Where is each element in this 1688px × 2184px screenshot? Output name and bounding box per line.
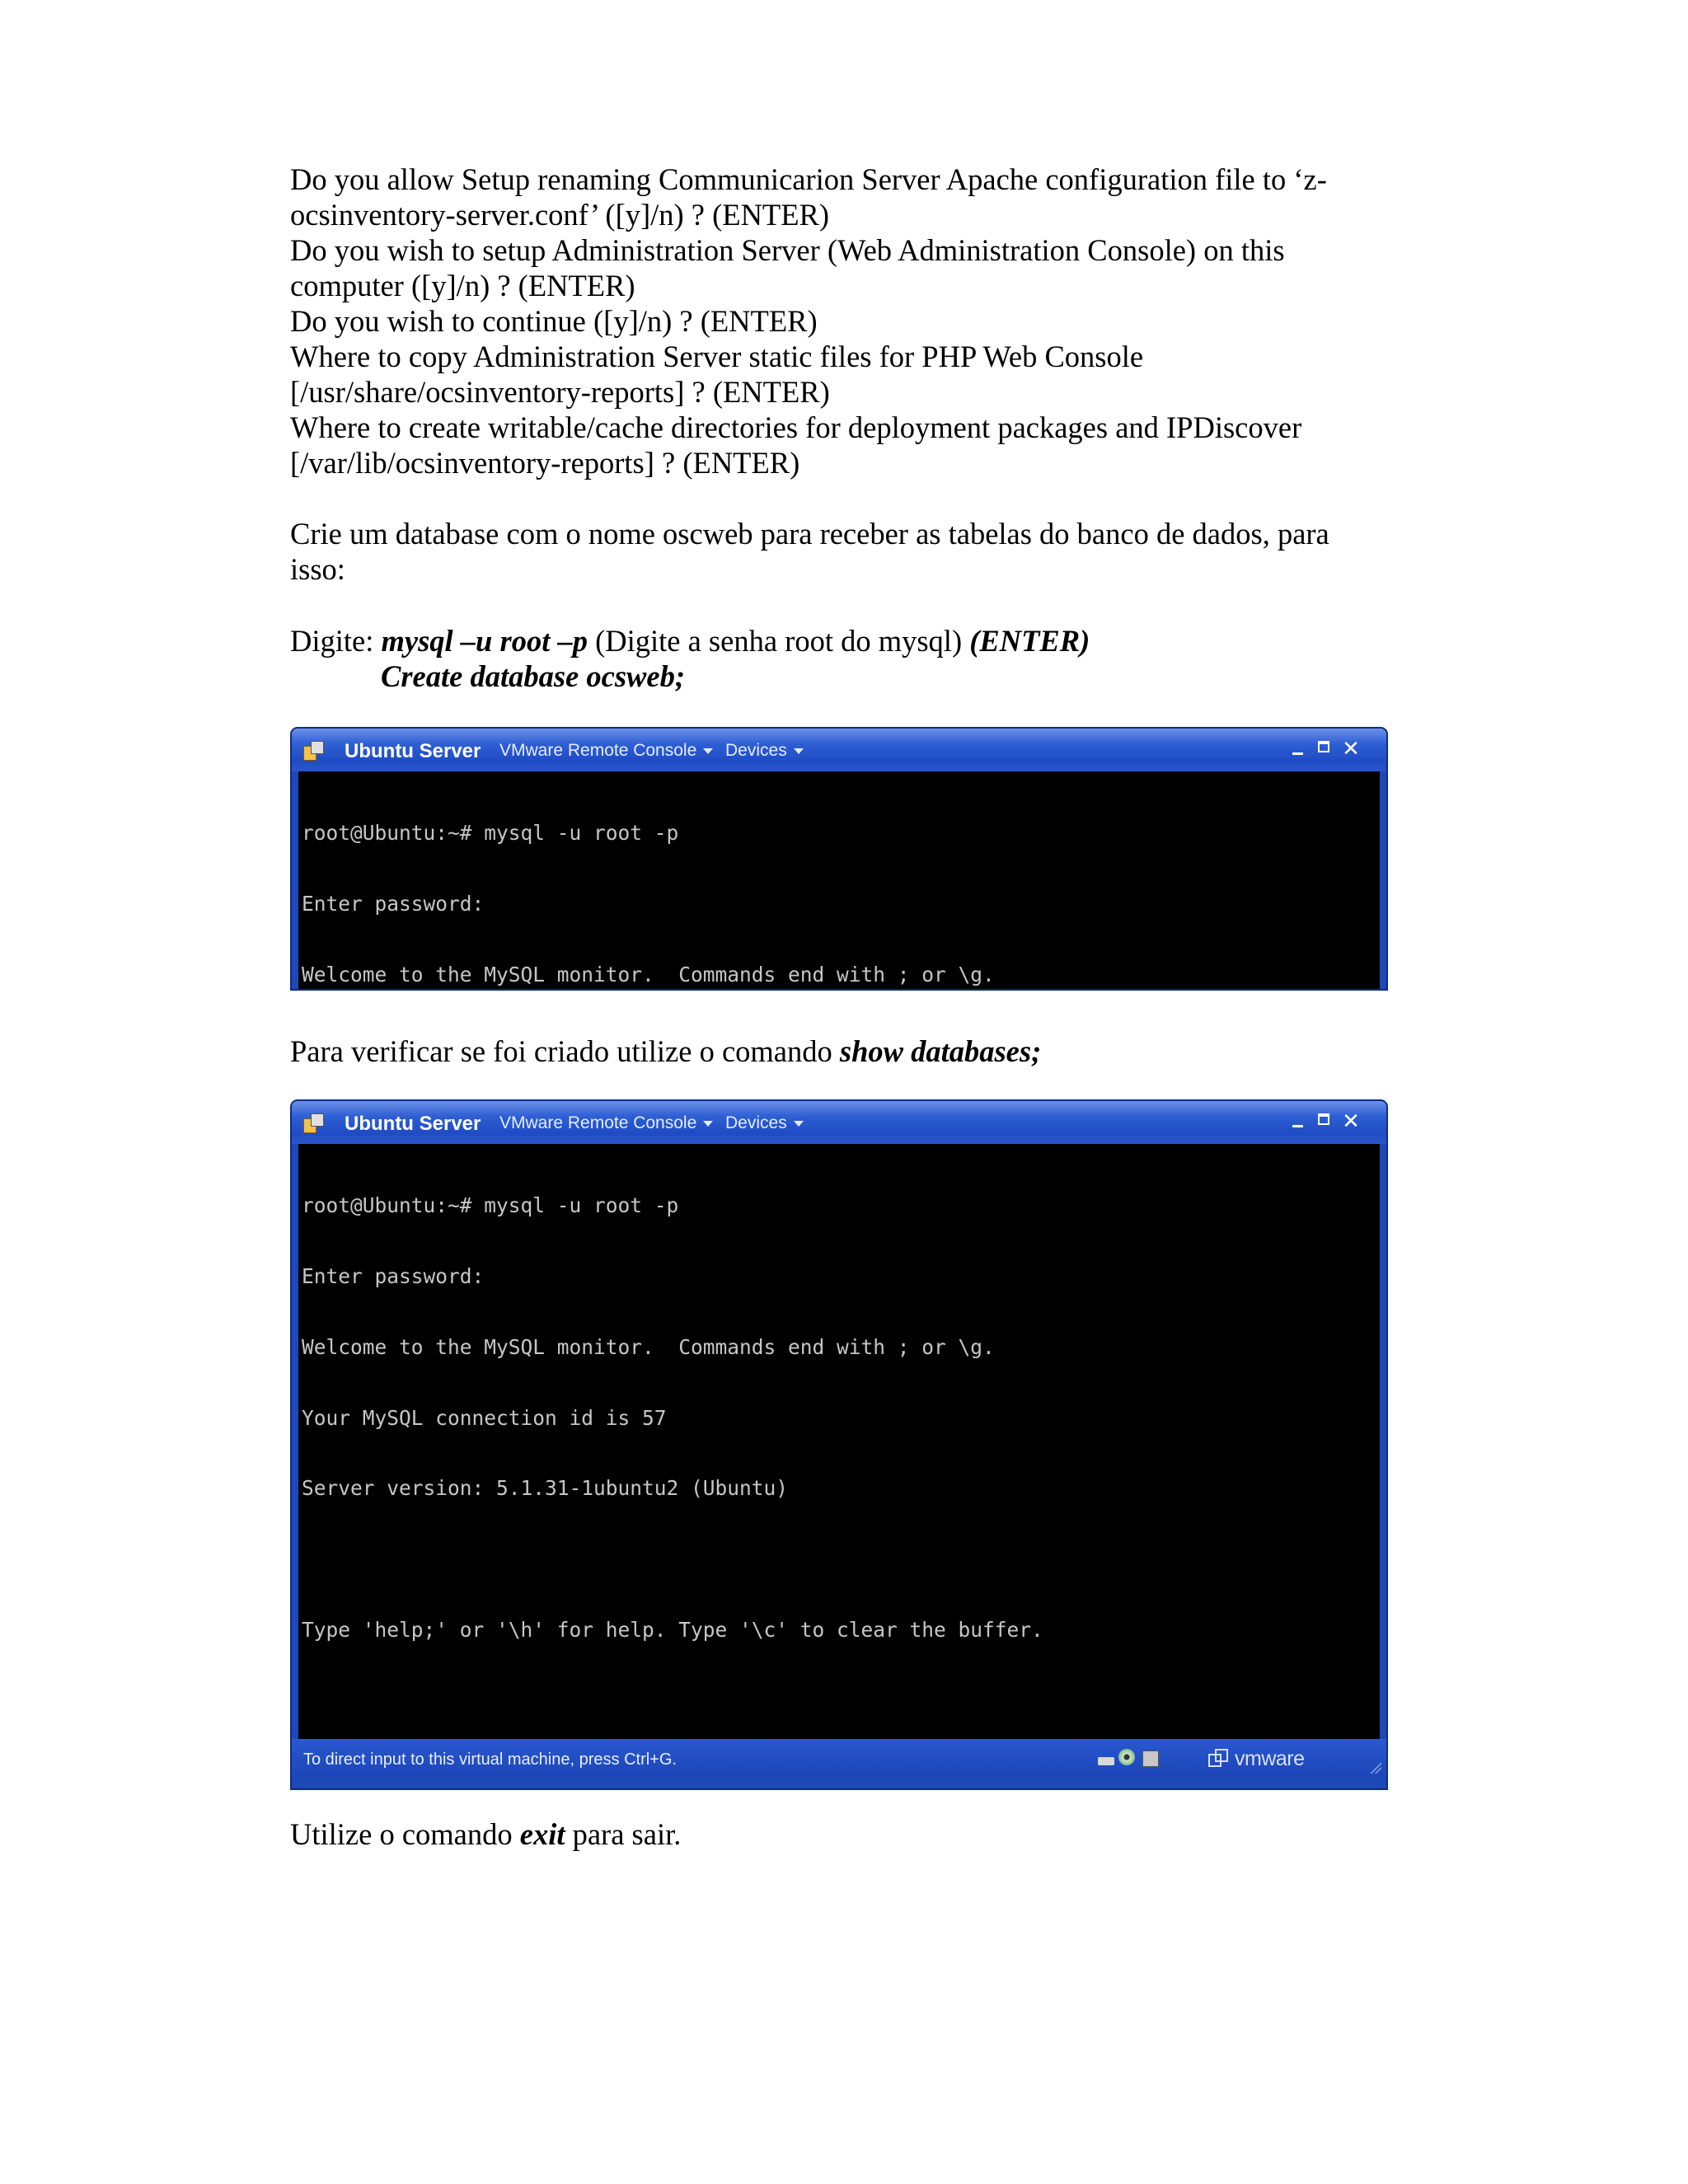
close-button[interactable] (1342, 736, 1360, 761)
digite-label: Digite: (290, 624, 382, 658)
enter-key-text: (ENTER) (969, 624, 1090, 658)
text-line: isso: (290, 552, 345, 586)
chevron-down-icon (794, 748, 804, 754)
text-line: Do you wish to continue ([y]/n) ? (ENTER) (290, 304, 818, 338)
terminal-line: Server version: 5.1.31-1ubuntu2 (Ubuntu) (302, 1476, 789, 1501)
terminal-line (302, 1690, 1380, 1713)
minimize-button[interactable] (1289, 738, 1307, 758)
text-line: Where to create writable/cache directories for deployment packages and IPDiscover (290, 410, 1302, 444)
exit-text-after: para sair. (565, 1817, 682, 1851)
devices-menu-label: Devices (725, 741, 787, 760)
window-title: Ubuntu Server (345, 1113, 481, 1135)
digite-note: (Digite a senha root do mysql) (587, 624, 970, 658)
mysql-login-command: mysql –u root –p (381, 624, 588, 658)
terminal-line: Enter password: (302, 1263, 485, 1288)
resize-grip-icon[interactable] (1370, 1762, 1381, 1774)
minimize-icon (1292, 1125, 1303, 1127)
terminal-screen[interactable] (298, 1144, 1380, 1739)
devices-menu-label: Devices (725, 1113, 787, 1132)
maximize-icon (1318, 1113, 1329, 1125)
cdrom-icon[interactable] (1118, 1749, 1137, 1767)
remote-console-menu-label: VMware Remote Console (499, 741, 697, 760)
terminal-line: Welcome to the MySQL monitor. Commands end with ; or \g. (302, 1334, 995, 1359)
network-icon[interactable] (1096, 1749, 1116, 1767)
maximize-button[interactable] (1315, 738, 1334, 758)
vm-console-window-show[interactable] (290, 1099, 1388, 1790)
vm-console-window-create[interactable] (290, 727, 1388, 991)
window-title: Ubuntu Server (345, 740, 481, 762)
verify-line (290, 1033, 1395, 1069)
digite-line (290, 623, 1395, 658)
setup-prompts-paragraph (290, 162, 1395, 480)
vmware-logo-icon (1208, 1749, 1230, 1769)
window-titlebar[interactable] (292, 729, 1386, 771)
maximize-button[interactable] (1315, 1111, 1334, 1131)
window-titlebar[interactable] (292, 1101, 1386, 1144)
chevron-down-icon (703, 1121, 713, 1127)
show-databases-command: show databases; (839, 1034, 1042, 1068)
window-statusbar (292, 1739, 1386, 1779)
verify-paragraph (290, 1033, 1395, 1069)
text-line: computer ([y]/n) ? (ENTER) (290, 269, 635, 302)
terminal-line: Welcome to the MySQL monitor. Commands end with ; or \g. (302, 962, 995, 987)
vmware-app-icon (303, 1112, 325, 1133)
terminal-line (302, 1548, 1380, 1572)
digite-paragraph (290, 623, 1395, 694)
text-line: Crie um database com o nome oscweb para receber as tabelas do banco de dados, para (290, 517, 1329, 551)
minimize-icon (1292, 752, 1303, 755)
floppy-icon[interactable] (1141, 1749, 1160, 1767)
text-line: Where to copy Administration Server static files for PHP Web Console (290, 340, 1144, 373)
close-button[interactable] (1342, 1108, 1360, 1133)
exit-paragraph (290, 1816, 1395, 1852)
exit-command: exit (519, 1817, 565, 1851)
vmware-app-icon (303, 739, 325, 761)
maximize-icon (1318, 741, 1329, 752)
text-line: ocsinventory-server.conf’ ([y]/n) ? (ENTER) (290, 198, 830, 232)
chevron-down-icon (703, 748, 713, 754)
remote-console-menu[interactable] (499, 741, 713, 761)
exit-line (290, 1816, 1395, 1852)
chevron-down-icon (794, 1121, 804, 1127)
terminal-line: root@Ubuntu:~# mysql -u root -p (302, 1193, 679, 1218)
remote-console-menu[interactable] (499, 1113, 713, 1133)
terminal-line: Your MySQL connection id is 57 (302, 1405, 667, 1430)
text-line: Do you allow Setup renaming Communicarion Server Apache configuration file to ‘z- (290, 162, 1327, 196)
close-icon: ✕ (1342, 736, 1360, 761)
text-line: [/usr/share/ocsinventory-reports] ? (ENTER) (290, 375, 830, 409)
text-line: Do you wish to setup Administration Server (Web Administration Console) on this (290, 233, 1285, 267)
status-hint: To direct input to this virtual machine, press Ctrl+G. (303, 1750, 677, 1769)
terminal-line: Type 'help;' or '\h' for help. Type '\c' to clear the buffer. (302, 1617, 1043, 1642)
create-database-paragraph (290, 516, 1395, 587)
devices-menu[interactable] (725, 1113, 804, 1133)
terminal-line: Enter password: (302, 891, 485, 916)
exit-text-before: Utilize o comando (290, 1817, 520, 1851)
text-line: [/var/lib/ocsinventory-reports] ? (ENTER) (290, 446, 800, 480)
devices-menu[interactable] (725, 741, 804, 761)
close-icon: ✕ (1342, 1108, 1360, 1133)
create-database-command: Create database ocsweb; (381, 659, 685, 693)
terminal-screen[interactable] (298, 771, 1380, 991)
verify-text: Para verificar se foi criado utilize o comando (290, 1034, 840, 1068)
remote-console-menu-label: VMware Remote Console (499, 1113, 697, 1132)
minimize-button[interactable] (1289, 1111, 1307, 1131)
terminal-line: root@Ubuntu:~# mysql -u root -p (302, 821, 679, 846)
vmware-brand: vmware (1235, 1747, 1305, 1770)
